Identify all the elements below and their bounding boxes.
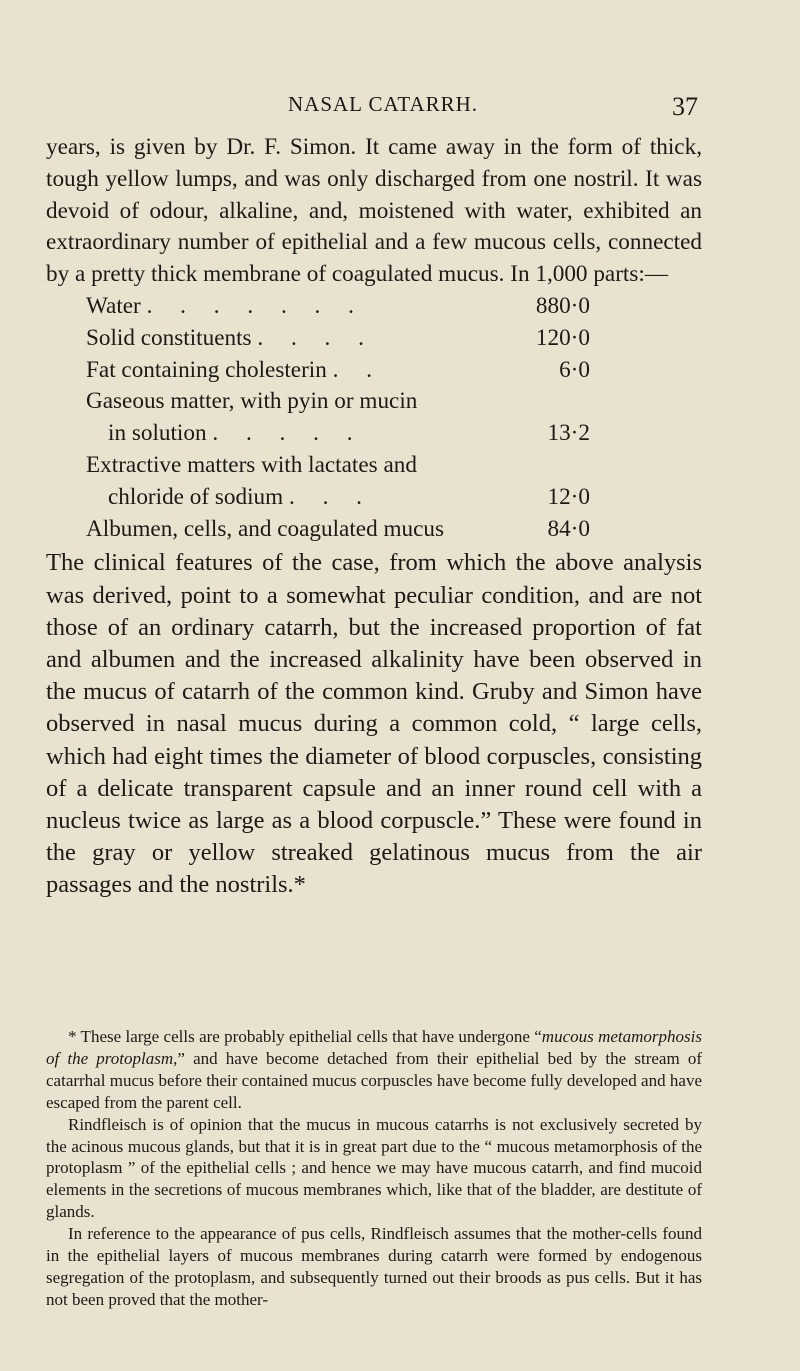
main-text: [46, 132, 702, 902]
analysis-row: [86, 450, 590, 482]
analysis-label: in solution . . . . .: [108, 420, 364, 447]
footnote-emphasis: mucous metamorphosis of the protoplasm,: [46, 1027, 702, 1068]
page-number: 37: [672, 92, 698, 121]
analysis-row: [86, 514, 590, 546]
analysis-value: 12·0: [547, 483, 590, 510]
footnote-2: Rindfleisch is of opinion that the mucus in mucous catarrhs is not exclusively secreted by the acinous mucous glands, but that it is in great part due to the “ mucous metamorphosis of the protoplasm ” of the epithelial cells ; and hence we may have mucous catarrh, and find mucoid elements in the secretions of mucous membranes which, like that of the bladder, are destitute of glands.: [46, 1114, 702, 1222]
footnote-3: In reference to the appearance of pus cells, Rindfleisch assumes that the mother-cells found in the epithelial layers of mucous membranes during catarrh were formed by endogenous segregation of the protoplasm, and subsequently turned out their broods as pus cells. But it has not been proved that the mother-: [46, 1224, 702, 1309]
analysis-label: Solid constituents . . . .: [86, 324, 375, 351]
analysis-value: 880·0: [535, 292, 590, 319]
footnotes: [46, 1026, 702, 1311]
analysis-label: Water . . . . . . .: [86, 292, 365, 319]
analysis-table: [86, 291, 590, 545]
analysis-row: [86, 355, 590, 387]
page-header: [0, 92, 800, 122]
analysis-value: 6·0: [559, 356, 590, 383]
analysis-label: Gaseous matter, with pyin or mucin: [86, 388, 418, 415]
footnote-1: * These large cells are probably epithelial cells that have undergone “mucous metamorphosis of the protoplasm,” and have become detached from their epithelial bed by the stream of catarrhal mucus before their contained mucus corpuscles have become fully developed and have escaped from the parent cell.: [46, 1027, 702, 1112]
analysis-value: 120·0: [535, 324, 590, 351]
analysis-row: [86, 291, 590, 323]
paragraph-2: The clinical features of the case, from which the above analysis was derived, point to a somewhat peculiar condition, and are not those of an ordinary catarrh, but the increased proportion of fat and albumen and the increased alkalinity have been observed in the mucus of catarrh of the common kind. Gruby and Simon have observed in nasal mucus during a common cold, “ large cells, which had eight times the diameter of blood corpuscles, consisting of a delicate transparent capsule and an inner round cell with a nucleus twice as large as a blood corpuscle.” These were found in the gray or yellow streaked gelatinous mucus from the air passages and the nostrils.*: [46, 549, 702, 899]
analysis-row: [86, 418, 590, 450]
analysis-row: [86, 323, 590, 355]
paragraph-1: years, is given by Dr. F. Simon. It came away in the form of thick, tough yellow lumps, and was only discharged from one nostril. It was devoid of odour, alkaline, and, moistened with water, exhibited an extraordinary number of epithelial and a few mucous cells, connected by a pretty thick membrane of coagulated mucus. In 1,000 parts:—: [46, 134, 702, 288]
analysis-row: [86, 386, 590, 418]
analysis-label: chloride of sodium . . .: [108, 483, 373, 510]
analysis-label: Extractive matters with lactates and: [86, 451, 417, 478]
analysis-label: Albumen, cells, and coagulated mucus: [86, 515, 445, 542]
analysis-value: 84·0: [547, 515, 590, 542]
analysis-value: 13·2: [547, 420, 590, 447]
analysis-row: [86, 482, 590, 514]
analysis-label: Fat containing cholesterin . .: [86, 356, 384, 383]
running-title: NASAL CATARRH.: [288, 92, 479, 116]
